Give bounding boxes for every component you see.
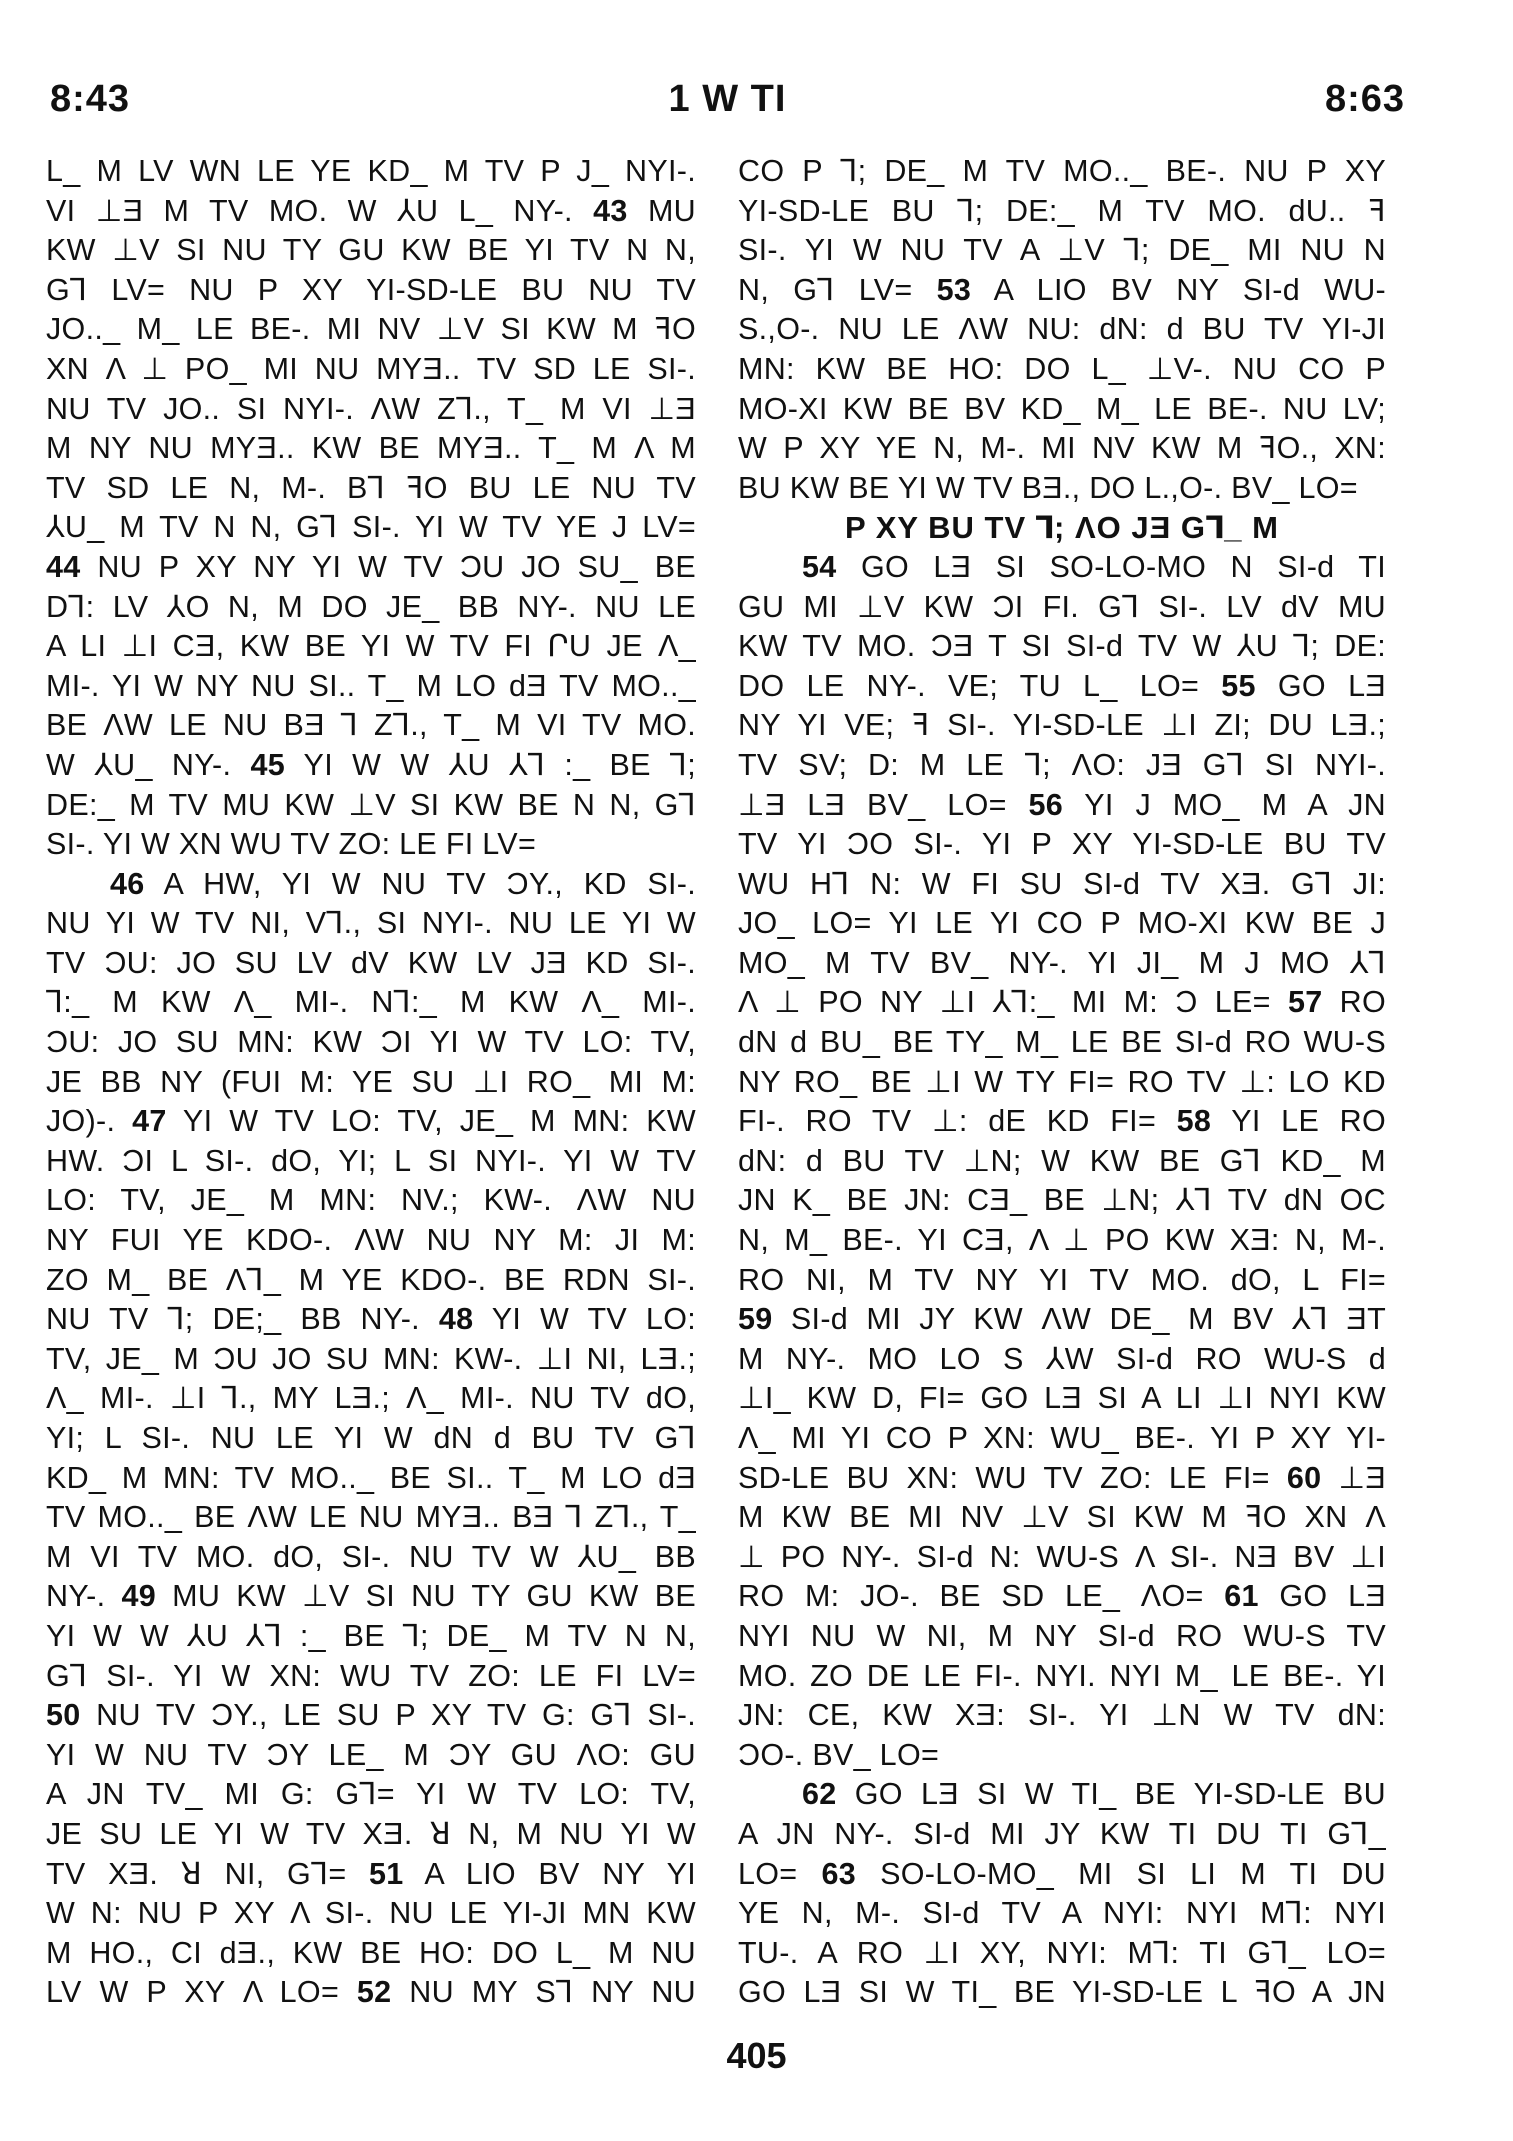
text-line bbox=[738, 1459, 1386, 1499]
text-line bbox=[46, 271, 696, 311]
text-line bbox=[46, 944, 696, 984]
line-text: MN: KW BE HO: DO L_ ⊥V-. NU CO P bbox=[738, 351, 1386, 386]
line-text: A JN TV_ MI G: G⅂= YI W TV LO: TV, bbox=[46, 1777, 696, 1812]
verse-number: 49 bbox=[121, 1579, 157, 1614]
text-line bbox=[738, 469, 1386, 509]
line-text: LV W P XY Λ LO= bbox=[46, 1975, 357, 2010]
line-text: TV XƎ. ꓤ NI, G⅂= bbox=[46, 1856, 369, 1891]
line-text: M HO., CI dƎ., KW BE HO: DO L_ M NU bbox=[46, 1935, 696, 1970]
text-line bbox=[46, 350, 696, 390]
line-text: M VI TV MO. dO, SI-. NU TV W ⅄U_ BB bbox=[46, 1539, 696, 1574]
text-line bbox=[46, 1221, 696, 1261]
text-line bbox=[738, 667, 1386, 707]
text-line bbox=[46, 429, 696, 469]
text-line bbox=[46, 706, 696, 746]
verse-number: 61 bbox=[1224, 1579, 1259, 1614]
line-text: KD_ M MN: TV MO.._ BE SI.. T_ M LO dƎ bbox=[46, 1460, 696, 1495]
text-line bbox=[46, 746, 696, 786]
section-heading bbox=[738, 508, 1386, 548]
line-text: NY RO_ BE ⊥I W TY FI= RO TV ⊥: LO KD bbox=[738, 1064, 1386, 1099]
line-text: ZO M_ BE Λ⅂_ M YE KDO-. BE RDN SI-. bbox=[46, 1262, 696, 1297]
line-text: Λ ⊥ PO NY ⊥I ⅄⅂:_ MI M: Ɔ LE= bbox=[738, 985, 1288, 1020]
line-text: NYI NU W NI, M NY SI-d RO WU-S TV bbox=[738, 1618, 1386, 1653]
verse-number: 56 bbox=[1028, 787, 1064, 822]
text-line bbox=[46, 588, 696, 628]
text-line bbox=[46, 1261, 696, 1301]
text-line bbox=[738, 588, 1386, 628]
line-text: A LI ⊥I CƎ, KW BE YI W TV FI ՐU JE Λ_ bbox=[46, 629, 696, 664]
line-text: NU MY S⅂ NY NU bbox=[391, 1975, 696, 2010]
line-text: GO LƎ bbox=[1258, 1579, 1386, 1614]
text-line bbox=[46, 1894, 696, 1934]
line-text: YI W TV LO: bbox=[473, 1302, 696, 1337]
line-text: JO)-. bbox=[46, 1104, 133, 1139]
text-line bbox=[738, 1498, 1386, 1538]
text-line bbox=[738, 231, 1386, 271]
text-line bbox=[738, 1221, 1386, 1261]
line-text: N, M_ BE-. YI CƎ, Λ ⊥ PO KW XƎ: N, M-. bbox=[738, 1223, 1386, 1258]
text-line bbox=[46, 508, 696, 548]
line-text: GU MI ⊥V KW ƆI FI. G⅂ SI-. LV dV MU bbox=[738, 589, 1386, 624]
line-text: SD-LE BU XN: WU TV ZO: LE FI= bbox=[738, 1460, 1287, 1495]
line-text: MU KW ⊥V SI NU TY GU KW BE bbox=[156, 1579, 696, 1614]
text-line bbox=[46, 469, 696, 509]
text-line bbox=[46, 1775, 696, 1815]
line-text: RO bbox=[1322, 985, 1386, 1020]
line-text: G⅂ SI-. YI W XN: WU TV ZO: LE FI LV= bbox=[46, 1658, 696, 1693]
text-line bbox=[738, 983, 1386, 1023]
line-text: ƆU: JO SU MN: KW ƆI YI W TV LO: TV, bbox=[46, 1025, 696, 1060]
text-line bbox=[46, 1459, 696, 1499]
text-line bbox=[46, 825, 696, 865]
line-text: VI ⊥Ǝ M TV MO. W ⅄U L_ NY-. bbox=[46, 193, 594, 228]
verse-number: 55 bbox=[1221, 668, 1256, 703]
line-text: KW ⊥V SI NU TY GU KW BE YI TV N N, bbox=[46, 233, 696, 268]
line-text: BE ΛW LE NU BƎ ⅂ Z⅂., T_ M VI TV MO. bbox=[46, 708, 696, 743]
text-line bbox=[738, 1577, 1386, 1617]
line-text: TV YI ƆO SI-. YI P XY YI-SD-LE BU TV bbox=[738, 827, 1386, 862]
line-text: TV ƆU: JO SU LV dV KW LV JƎ KD SI-. bbox=[46, 945, 696, 980]
line-text: NY-. bbox=[46, 1579, 122, 1614]
text-line bbox=[46, 152, 696, 192]
line-text: S.,O-. NU LE ΛW NU: dN: d BU TV YI-JI bbox=[738, 312, 1386, 347]
line-text: NU TV JO.. SI NYI-. ΛW Z⅂., T_ M VI ⊥Ǝ bbox=[46, 391, 696, 426]
line-text: MO. ZO DE LE FI-. NYI. NYI M_ LE BE-. YI bbox=[738, 1658, 1386, 1693]
verse-number: 43 bbox=[593, 193, 628, 228]
text-line bbox=[46, 231, 696, 271]
line-text: NU TV ƆY., LE SU P XY TV G: G⅂ SI-. bbox=[80, 1698, 696, 1733]
line-text: KW TV MO. ƆƎ T SI SI-d TV W ⅄U ⅂; DE: bbox=[738, 629, 1386, 664]
line-text: JO_ LO= YI LE YI CO P MO-XI KW BE J bbox=[738, 906, 1386, 941]
verse-number: 63 bbox=[821, 1856, 857, 1891]
text-line bbox=[738, 1775, 1386, 1815]
line-text: JN: CE, KW XƎ: SI-. YI ⊥N W TV dN: bbox=[738, 1698, 1386, 1733]
page-header bbox=[50, 78, 1405, 126]
text-line bbox=[46, 1419, 696, 1459]
page-number: 405 bbox=[726, 2035, 787, 2076]
text-line bbox=[738, 904, 1386, 944]
text-line bbox=[738, 1855, 1386, 1895]
line-text: HW. ƆI L SI-. dO, YI; L SI NYI-. YI W TV bbox=[46, 1143, 696, 1178]
text-line bbox=[738, 706, 1386, 746]
line-text: LO: TV, JE_ M MN: NV.; KW-. ΛW NU bbox=[46, 1183, 696, 1218]
verse-number: 59 bbox=[738, 1302, 773, 1337]
verse-number: 48 bbox=[438, 1302, 474, 1337]
line-text: NY FUI YE KDO-. ΛW NU NY M: JI M: bbox=[46, 1223, 696, 1258]
verse-number: 60 bbox=[1286, 1460, 1322, 1495]
header-right-reference: 8:63 bbox=[1324, 78, 1405, 120]
line-text: CO P ⅂; DE_ M TV MO.._ BE-. NU P XY bbox=[738, 154, 1386, 188]
text-line bbox=[46, 1815, 696, 1855]
line-text: Λ_ MI-. ⊥I ⅂., MY LƎ.; Λ_ MI-. NU TV dO, bbox=[46, 1381, 696, 1416]
line-text: LO= bbox=[738, 1856, 822, 1891]
verse-number: 44 bbox=[46, 549, 81, 584]
line-text: JE BB NY (FUI M: YE SU ⊥I RO_ MI M: bbox=[46, 1064, 696, 1099]
line-text: NU TV ⅂; DE;_ BB NY-. bbox=[46, 1302, 439, 1337]
header-left-reference: 8:43 bbox=[50, 78, 131, 120]
text-line bbox=[46, 1736, 696, 1776]
line-text: NY YI VE; ꟻ SI-. YI-SD-LE ⊥I ZI; DU LƎ.; bbox=[738, 708, 1386, 743]
text-line bbox=[738, 192, 1386, 232]
line-text: ⊥I_ KW D, FI= GO LƎ SI A LI ⊥I NYI KW bbox=[738, 1381, 1386, 1416]
line-text: NU P XY NY YI W TV ƆU JO SU_ BE bbox=[80, 549, 696, 584]
left-text-column bbox=[46, 152, 696, 2013]
text-line bbox=[46, 1300, 696, 1340]
text-line bbox=[46, 310, 696, 350]
line-text: W P XY YE N, M-. MI NV KW M ꟻO., XN: bbox=[738, 431, 1386, 466]
line-text: A LIO BV NY YI bbox=[403, 1856, 696, 1891]
line-text: YI W W ⅄U ⅄⅂ :_ BE ⅂; bbox=[284, 747, 696, 782]
text-line bbox=[46, 1657, 696, 1697]
line-text: YE N, M-. SI-d TV A NYI: NYI M⅂: NYI bbox=[738, 1896, 1386, 1931]
text-line bbox=[46, 1973, 696, 2013]
line-text: DE:_ M TV MU KW ⊥V SI KW BE N N, G⅂ bbox=[46, 787, 696, 822]
text-line bbox=[738, 1379, 1386, 1419]
line-text: GO LƎ SI SO-LO-MO N SI-d TI bbox=[836, 549, 1386, 584]
line-text: ƆO-. BV_ LO= bbox=[738, 1737, 940, 1772]
line-text: N, G⅂ LV= bbox=[738, 272, 937, 307]
text-line bbox=[46, 390, 696, 430]
text-line bbox=[738, 1300, 1386, 1340]
verse-number: 57 bbox=[1287, 985, 1323, 1020]
text-line bbox=[46, 1498, 696, 1538]
text-line bbox=[738, 271, 1386, 311]
text-line bbox=[738, 1894, 1386, 1934]
line-text: WU H⅂ N: W FI SU SI-d TV XƎ. G⅂ JI: bbox=[738, 866, 1386, 901]
text-line bbox=[46, 1934, 696, 1974]
line-text: W N: NU P XY Λ SI-. NU LE YI-JI MN KW bbox=[46, 1896, 696, 1931]
text-line bbox=[738, 944, 1386, 984]
line-text: YI W NU TV ƆY LE_ M ƆY GU ΛO: GU bbox=[46, 1737, 696, 1772]
text-line bbox=[738, 429, 1386, 469]
verse-number: 50 bbox=[46, 1698, 81, 1733]
line-text: dN d BU_ BE TY_ M_ LE BE SI-d RO WU-S bbox=[738, 1025, 1386, 1060]
line-text: DO LE NY-. VE; TU L_ LO= bbox=[738, 668, 1222, 703]
text-line bbox=[46, 1023, 696, 1063]
line-text: L_ M LV WN LE YE KD_ M TV P J_ NYI-. bbox=[46, 154, 696, 188]
text-line bbox=[46, 667, 696, 707]
text-line bbox=[46, 627, 696, 667]
line-text: TV, JE_ M ƆU JO SU MN: KW-. ⊥I NI, LƎ.; bbox=[46, 1341, 696, 1376]
line-text: RO NI, M TV NY YI TV MO. dO, L FI= bbox=[738, 1262, 1386, 1297]
line-text: TV MO.._ BE ΛW LE NU MYƎ.. BƎ ⅂ Z⅂., T_ bbox=[46, 1500, 696, 1535]
text-line bbox=[46, 192, 696, 232]
line-text: M NY NU MYƎ.. KW BE MYƎ.. T_ M Λ M bbox=[46, 431, 696, 466]
text-line bbox=[738, 1736, 1386, 1776]
text-line bbox=[738, 1973, 1386, 2013]
line-text: XN Λ ⊥ PO_ MI NU MYƎ.. TV SD LE SI-. bbox=[46, 351, 696, 386]
line-text: dN: d BU TV ⊥N; W KW BE G⅂ KD_ M bbox=[738, 1143, 1386, 1178]
line-text: GO LƎ SI W TI_ BE YI-SD-LE BU bbox=[836, 1777, 1386, 1812]
line-text: NU YI W TV NI, V⅂., SI NYI-. NU LE YI W bbox=[46, 906, 696, 941]
text-line bbox=[46, 904, 696, 944]
line-text: YI W W ⅄U ⅄⅂ :_ BE ⅂; DE_ M TV N N, bbox=[46, 1618, 696, 1653]
line-text: SI-. YI W XN WU TV ZO: LE FI LV= bbox=[46, 827, 537, 862]
line-text: MO_ M TV BV_ NY-. YI JI_ M J MO ⅄⅂ bbox=[738, 945, 1386, 980]
verse-number: 51 bbox=[369, 1856, 404, 1891]
text-line bbox=[738, 1181, 1386, 1221]
line-text: W ⅄U_ NY-. bbox=[46, 747, 251, 782]
line-text: MO-XI KW BE BV KD_ M_ LE BE-. NU LV; bbox=[738, 391, 1386, 426]
text-line bbox=[738, 1617, 1386, 1657]
text-line bbox=[738, 746, 1386, 786]
text-line bbox=[738, 310, 1386, 350]
text-line bbox=[46, 786, 696, 826]
text-line bbox=[738, 350, 1386, 390]
text-line bbox=[46, 1696, 696, 1736]
line-text: SI-. YI W NU TV A ⊥V ⅂; DE_ MI NU N bbox=[738, 233, 1386, 268]
verse-number: 47 bbox=[132, 1104, 167, 1139]
text-line bbox=[738, 627, 1386, 667]
line-text: YI; L SI-. NU LE YI W dN d BU TV G⅂ bbox=[46, 1421, 696, 1455]
verse-number: 52 bbox=[356, 1975, 392, 2010]
text-line bbox=[738, 1023, 1386, 1063]
verse-number: 54 bbox=[802, 549, 837, 584]
text-line bbox=[46, 983, 696, 1023]
text-line bbox=[46, 1181, 696, 1221]
line-text: A LIO BV NY SI-d WU- bbox=[971, 272, 1386, 307]
text-line bbox=[46, 1577, 696, 1617]
line-text: A HW, YI W NU TV ƆY., KD SI-. bbox=[144, 866, 696, 901]
line-text: D⅂: LV ⅄O N, M DO JE_ BB NY-. NU LE bbox=[46, 589, 696, 624]
line-text: GO LƎ SI W TI_ BE YI-SD-LE L ꟻO A JN bbox=[738, 1975, 1386, 2010]
text-line bbox=[46, 1340, 696, 1380]
text-line bbox=[738, 786, 1386, 826]
text-line bbox=[738, 1142, 1386, 1182]
line-text: GO LƎ bbox=[1255, 668, 1386, 703]
text-line bbox=[738, 1340, 1386, 1380]
line-text: ⊥ PO NY-. SI-d N: WU-S Λ SI-. NƎ BV ⊥I bbox=[738, 1539, 1386, 1574]
line-text: YI-SD-LE BU ⅂; DE:_ M TV MO. dU.. ꟻ bbox=[738, 193, 1386, 228]
text-line bbox=[46, 1102, 696, 1142]
text-line bbox=[738, 1934, 1386, 1974]
right-text-column bbox=[738, 152, 1386, 2013]
verse-number: 58 bbox=[1176, 1104, 1212, 1139]
line-text: ⊥Ǝ LƎ BV_ LO= bbox=[738, 787, 1029, 822]
text-line bbox=[738, 1261, 1386, 1301]
line-text: TV SV; D: M LE ⅂; ΛO: JƎ G⅂ SI NYI-. bbox=[738, 747, 1386, 782]
text-line bbox=[738, 1063, 1386, 1103]
line-text: MI-. YI W NY NU SI.. T_ M LO dƎ TV MO.._ bbox=[46, 668, 696, 703]
line-text: JO.._ M_ LE BE-. MI NV ⊥V SI KW M ꟻO bbox=[46, 312, 696, 347]
text-line bbox=[46, 1855, 696, 1895]
verse-number: 53 bbox=[936, 272, 972, 307]
text-line bbox=[738, 152, 1386, 192]
line-text: ⅄U_ M TV N N, G⅂ SI-. YI W TV YE J LV= bbox=[46, 510, 696, 545]
text-line bbox=[738, 1419, 1386, 1459]
verse-number: 45 bbox=[250, 747, 285, 782]
verse-number: 62 bbox=[802, 1777, 837, 1812]
line-text: SO-LO-MO_ MI SI LI M TI DU bbox=[856, 1856, 1386, 1891]
line-text: BU KW BE YI W TV BƎ., DO L.,O-. BV_ LO= bbox=[738, 470, 1358, 505]
line-text: TU-. A RO ⊥I XY, NYI: M⅂: TI G⅂_ LO= bbox=[738, 1935, 1386, 1970]
line-text: SI-d MI JY KW ΛW DE_ M BV ⅄⅂ ƎT bbox=[772, 1302, 1386, 1337]
text-line bbox=[738, 1538, 1386, 1578]
line-text: P XY BU TV ⅂; ΛO JƎ G⅂_ M bbox=[845, 510, 1279, 546]
line-text: M KW BE MI NV ⊥V SI KW M ꟻO XN Λ bbox=[738, 1500, 1386, 1535]
text-line bbox=[46, 1063, 696, 1103]
line-text: Λ_ MI YI CO P XN: WU_ BE-. YI P XY YI- bbox=[738, 1421, 1386, 1455]
text-line bbox=[738, 1657, 1386, 1697]
line-text: ⊥Ǝ bbox=[1321, 1460, 1386, 1495]
text-line bbox=[46, 1538, 696, 1578]
text-line bbox=[738, 1102, 1386, 1142]
line-text: YI LE RO bbox=[1211, 1104, 1386, 1139]
text-line bbox=[46, 548, 696, 588]
line-text: A JN NY-. SI-d MI JY KW TI DU TI G⅂_ bbox=[738, 1816, 1386, 1851]
line-text: RO M: JO-. BE SD LE_ ΛO= bbox=[738, 1579, 1225, 1614]
text-line bbox=[46, 1617, 696, 1657]
line-text: M NY-. MO LO S ⅄W SI-d RO WU-S d bbox=[738, 1341, 1386, 1376]
line-text: YI J MO_ M A JN bbox=[1063, 787, 1386, 822]
line-text: JE SU LE YI W TV XƎ. ꓤ N, M NU YI W bbox=[46, 1816, 696, 1851]
book-title: 1 W TI bbox=[668, 78, 787, 120]
text-line bbox=[738, 825, 1386, 865]
line-text: MU bbox=[627, 193, 696, 228]
line-text: FI-. RO TV ⊥: dE KD FI= bbox=[738, 1104, 1177, 1139]
text-line bbox=[738, 1696, 1386, 1736]
line-text: G⅂ LV= NU P XY YI-SD-LE BU NU TV bbox=[46, 272, 696, 307]
text-line bbox=[738, 865, 1386, 905]
text-line bbox=[738, 1815, 1386, 1855]
text-line bbox=[738, 390, 1386, 430]
text-line bbox=[738, 548, 1386, 588]
text-line bbox=[46, 1379, 696, 1419]
verse-number: 46 bbox=[110, 866, 145, 901]
line-text: JN K_ BE JN: CƎ_ BE ⊥N; ⅄⅂ TV dN OC bbox=[738, 1183, 1386, 1218]
text-line bbox=[46, 865, 696, 905]
line-text: TV SD LE N, M-. B⅂ ꟻO BU LE NU TV bbox=[46, 470, 696, 505]
line-text: ⅂:_ M KW Λ_ MI-. N⅂:_ M KW Λ_ MI-. bbox=[46, 985, 696, 1020]
line-text: YI W TV LO: TV, JE_ M MN: KW bbox=[166, 1104, 696, 1139]
text-line bbox=[46, 1142, 696, 1182]
